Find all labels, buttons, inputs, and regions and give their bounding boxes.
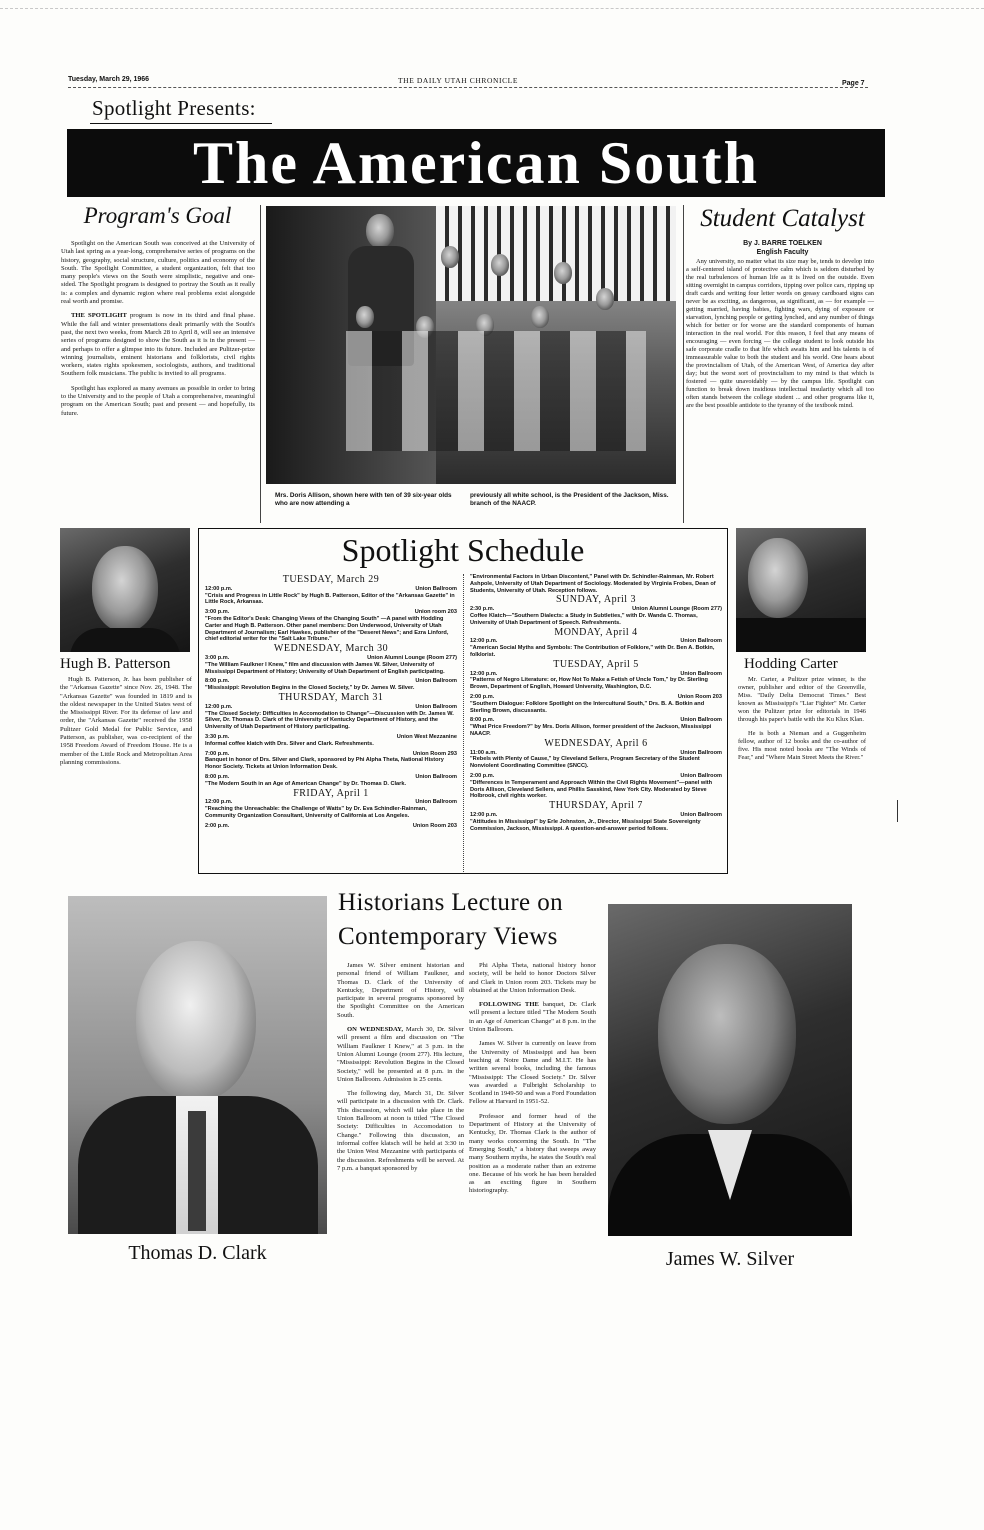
schedule-day-heading: MONDAY, April 4 — [554, 626, 638, 638]
kicker-underline — [90, 123, 272, 124]
schedule-day-heading: WEDNESDAY, March 30 — [273, 643, 389, 655]
event-description: "American Social Myths and Symbols: The Contribution of Folklore," with Dr. Ben A. Botkin, folklorist. — [470, 645, 715, 658]
carter-photo — [736, 528, 866, 652]
event-time: 2:00 p.m. — [470, 693, 495, 700]
historians-paragraph — [337, 962, 464, 1020]
paragraph-text: The following day, March 31, Dr. Silver will participate in a discussion with Dr. Clark. This discussion, which will take place in the Union Ballroom at noon is titled "The Closed Society: Difficulties in Accomodation to Change." Following this discussion, an informal coffee klatsch will be held at 3:30 in the Union West Mezzanine with participants of the discussion. Refreshments will be served. At 7 p.m. a banquet sponsored by — [337, 1090, 464, 1172]
event-place: Union Ballroom — [415, 799, 457, 806]
event-time: 8:00 p.m. — [205, 678, 230, 685]
event-description: "What Price Freedom?" by Mrs. Doris Allison, former president of the Jackson, Mississippi NAACP. — [470, 724, 712, 737]
event-time: 11:00 a.m. — [470, 749, 497, 756]
historians-paragraph — [337, 1026, 464, 1084]
event-place: Union Ballroom — [680, 670, 722, 677]
schedule-event — [205, 734, 457, 748]
event-place: Union Room 203 — [677, 693, 722, 700]
schedule-title: Spotlight Schedule — [341, 532, 585, 568]
schedule-event — [470, 574, 722, 594]
historians-title-line1: Historians Lecture on — [338, 889, 564, 916]
carter-name: Hodding Carter — [744, 656, 838, 672]
issue-date: Tuesday, March 29, 1966 — [68, 76, 150, 83]
paragraph-text: March 30, Dr. Silver will present a film and discussion on "The William Faulkner I Knew," at 3 p.m. in the Union Alumni Lounge (room 277). His lecture, "Mississippi: Revolution Begins in the Closed Society," will be presented at 8 p.m. in the Union Ballroom. Admission is 25 cents. — [337, 1026, 464, 1083]
event-time: 8:00 p.m. — [205, 773, 230, 780]
schedule-event — [470, 638, 722, 658]
event-place: Union Room 293 — [412, 750, 457, 757]
historians-paragraph — [337, 1090, 464, 1173]
event-time: 12:00 p.m. — [205, 799, 233, 806]
paragraph-text: James W. Silver is currently on leave from the University of Mississippi and has been teaching at Notre Dame and M.I.T. He has written several books, including the famous "Mississippi: The Closed Society." Dr. Silver was awarded a Fulbright Scholarship to Scotland in 1949-50 and was a Ford Foundation Fellow at Harvard in 1951-52. — [469, 1040, 596, 1106]
clark-photo — [68, 896, 327, 1234]
schedule-event — [470, 773, 722, 800]
event-place: Union Ballroom — [415, 585, 457, 592]
schedule-left-column — [205, 574, 457, 833]
paragraph-lead: FOLLOWING THE — [479, 1001, 539, 1009]
event-description: Banquet in honor of Drs. Silver and Clark, sponsored by Phi Alpha Theta, National History Honor Society. Tickets at Union Information Desk. — [205, 757, 444, 771]
event-time: 12:00 p.m. — [470, 670, 498, 677]
banner-title: The American South — [67, 129, 885, 197]
event-time: 12:00 p.m. — [470, 811, 498, 818]
event-description: Informal coffee klatch with Drs. Silver and Clark. Refreshments. — [205, 740, 374, 747]
paragraph-text: Phi Alpha Theta, national history honor society, will be held to honor Doctors Silver and Clark in Union room 203. Tickets may be obtained at the Union Information Desk. — [469, 962, 596, 994]
patterson-shoulders — [70, 628, 180, 652]
event-time: 2:30 p.m. — [470, 606, 495, 613]
event-time: 12:00 p.m. — [470, 638, 498, 645]
event-time: 3:00 p.m. — [205, 609, 230, 616]
event-place: Union West Mezzanine — [396, 733, 457, 740]
event-place: Union Ballroom — [415, 678, 457, 685]
fence-graphic — [436, 206, 676, 301]
historians-paragraph — [469, 962, 596, 995]
event-place: Union Alumni Lounge (Room 277) — [632, 606, 722, 613]
schedule-event — [470, 750, 722, 770]
event-time: 3:00 p.m. — [205, 654, 230, 661]
schedule-event — [205, 678, 457, 692]
schedule-event — [470, 606, 722, 626]
schedule-right-column — [470, 574, 722, 835]
top-border — [0, 8, 984, 9]
column-rule — [683, 205, 684, 523]
schedule-day-heading: THURSDAY, March 31 — [278, 691, 384, 703]
photo-caption-left: Mrs. Doris Allison, shown here with ten of 39 six-year olds who are now attending a — [275, 492, 452, 507]
event-description: "The Modern South in an Age of American Change" by Dr. Thomas D. Clark. — [205, 780, 407, 787]
carter-paragraph: He is both a Nieman and a Guggenheim fellow, author of 12 books and the co-author of five. His most noted books are "The Winds of Fear," and "Where Main Street Meets the River." — [738, 730, 866, 761]
event-description: "The William Faulkner I Knew," film and discussion with James W. Silver, University of Mississippi Department of History; University of Utah Department of English participating. — [205, 661, 445, 675]
photo-caption-right: previously all white school, is the President of the Jackson, Miss. branch of the NAACP. — [470, 492, 669, 507]
paragraph-text: Professor and former head of the Department of History at the University of Kentucky, Dr. Thomas Clark is the author of many works concerning the South. In "The Emerging South," a history that sweeps away many Southern myths, he states the South's real position as a moderate rather than an extreme one. Because of his work he has been heralded as an exciting figure in Southern historiography. — [469, 1112, 596, 1195]
schedule-day-heading: SUNDAY, April 3 — [555, 594, 637, 606]
children-figures — [346, 331, 646, 451]
margin-mark — [897, 800, 898, 822]
goal-paragraph: Spotlight on the American South was conceived at the University of Utah last spring as a year-long, comprehensive series of programs on the history, geography, social structure, culture, politics and economy of the South. The Spotlight Committee, a student organization, felt that too many people's views on the South were simplistic, negative and one-sided. The Spotlight program is designed to portray the South as it really is: a complex and dynamic region where real problems exist alongside real worth and promise. — [61, 240, 255, 306]
event-description: "Patterns of Negro Literature: or, How Not To Make a Fetish of Uncle Tom," by Dr. Sterling Brown, Department of English, Howard University, Washington, D.C. — [470, 677, 708, 691]
event-time: 3:30 p.m. — [205, 733, 230, 740]
event-description: "Attitudes in Mississippi" by Erle Johnston, Jr., Director, Mississippi State Sovereignty Commission, Jackson, Mississippi. A question-and-answer period follows. — [470, 818, 701, 832]
clark-tie — [188, 1111, 206, 1231]
catalyst-dept: English Faculty — [756, 249, 809, 256]
event-place: Union Ballroom — [415, 773, 457, 780]
event-description: "Southern Dialogue: Folklore Spotlight on the Intercultural South," Drs. B. A. Botkin and Sterling Brown, discussants. — [470, 700, 705, 714]
schedule-day-heading: FRIDAY, April 1 — [293, 787, 369, 799]
child-face — [596, 288, 614, 310]
carter-face — [748, 538, 808, 618]
paragraph-text: James W. Silver eminent historian and personal friend of William Faulkner, and Thomas D. Clark of the University of Kentucky, Department of History, will participate in several programs sponsored by the Spotlight Committee on the American South. — [337, 962, 464, 1019]
event-description: "The Closed Society: Difficulties in Accomodation to Change"—Discussion with Dr. James W. Silver, Dr. Thomas D. Clark of the University of Kentucky Department of History, and the University of Utah Department of History participating. — [205, 710, 454, 731]
historians-title-line2: Contemporary Views — [338, 923, 558, 950]
event-place: Union Alumni Lounge (Room 277) — [367, 654, 457, 661]
event-description: Coffee Klatch—"Southern Dialects: a Study in Subtleties," with Dr. Wanda C. Thomas, University of Utah Department of Speech. Refreshments. — [470, 612, 698, 626]
silver-caption: James W. Silver — [665, 1248, 795, 1270]
event-description: "Mississippi: Revolution Begins in the Closed Society," by Dr. James W. Silver. — [205, 685, 415, 692]
paper-name: THE DAILY UTAH CHRONICLE — [398, 76, 519, 85]
schedule-event — [470, 671, 722, 691]
schedule-day-heading: TUESDAY, April 5 — [553, 658, 639, 670]
goal-lead: THE SPOTLIGHT — [71, 312, 127, 320]
event-place: Union Ballroom — [680, 717, 722, 724]
spotlight-presents: Spotlight Presents: — [92, 96, 256, 120]
paragraph-text: banquet, Dr. Clark will present a lecture titled "The Modern South in an Age of American Change" at 8 p.m. in the Union Ballroom. — [469, 1001, 597, 1034]
schedule-event — [205, 751, 457, 771]
child-face — [554, 262, 572, 284]
schedule-event — [205, 586, 457, 606]
event-place: Union Ballroom — [415, 703, 457, 710]
historians-column-1 — [337, 962, 464, 1179]
event-time: 2:00 p.m. — [470, 772, 495, 779]
schedule-event — [470, 694, 722, 714]
event-description: "Differences in Temperament and Approach Within the Civil Rights Movement"—panel with Doris Allison, Cleveland Sellers, and Phillis Sasskind, New York City. Moderated by Steve Holbrook, civil rights worker. — [470, 779, 713, 800]
catalyst-byline: By J. BARRE TOELKEN — [743, 240, 822, 247]
schedule-event — [205, 823, 457, 830]
page-number: Page 7 — [842, 80, 865, 87]
school-children-photo — [266, 206, 676, 484]
historians-paragraph — [469, 1040, 596, 1106]
event-place: Union Ballroom — [680, 638, 722, 645]
patterson-name: Hugh B. Patterson — [60, 656, 171, 672]
adult-face — [366, 214, 394, 248]
event-description: "From the Editor's Desk: Changing Views of the Changing South" —A panel with Hodding Carter and Hugh B. Patterson. Other panel members: Don Underwood, University of Utah Department of Journalism; Earl Hawkes, publisher of the "Deseret News"; and Ezra Linford, chief editorial writer for the "Salt Lake Tribune." — [205, 615, 449, 643]
child-face — [441, 246, 459, 268]
catalyst-text: Any university, no matter what its size may be, tends to develop into a self-centered island of protective calm which is seldom disturbed by the real turbulences of human life as it is lived on the outside. Even sitting overnight in campus corridors, tipping over police cars, ripping up draft cards and writing four letter words on greasy cardboard signs can never be as exciting, as dangerous, as significant, as — for example — getting married, having babies, fighting wars, dying of exposure or starvation, lynching people or getting lynched, and any number of things which for better or for worse are the standard components of human interaction in the real world. For this reason, I feel that any means of encouraging — even forcing — the college student to look outside his safe corporate cradle to that life which awaits him and his talents is of immeasurable value to both the student and his world. One hears about the provincialism of Utah, of the American West, of America day after day; but the worst sort of provincialism to my mind is that which is fostered — quite unavoidably — by the campus life. Spotlight can function to break down insidious intellectual insularity which all too often stands between the college student ... and other programs like it, are the best possible antidote to the tyranny of the textbook mind. — [686, 258, 874, 409]
clark-face — [136, 941, 256, 1101]
child-face — [491, 254, 509, 276]
patterson-photo — [60, 528, 190, 652]
event-description: "Environmental Factors in Urban Discontent," Panel with Dr. Schindler-Rainman, Mr. Robert Ashpole, University of Utah Department of Sociology. Moderated by Virginia Frobes, Dean of Students, University of Utah. Reception follows. — [470, 574, 716, 594]
goal-paragraph: Spotlight has explored as many avenues as possible in order to bring to the University and to the people of Utah a comprehensive, meaningful program on the American South; past and present — and hopefully, its future. — [61, 384, 255, 417]
carter-shoulders — [736, 618, 866, 652]
event-time: 12:00 p.m. — [205, 703, 233, 710]
event-place: Union Room 203 — [412, 822, 457, 829]
event-place: Union Ballroom — [680, 811, 722, 818]
schedule-event — [205, 704, 457, 731]
schedule-event — [205, 774, 457, 788]
schedule-event — [205, 655, 457, 675]
column-rule — [260, 205, 261, 523]
event-time: 12:00 p.m. — [205, 585, 233, 592]
catalyst-title: Student Catalyst — [700, 205, 865, 232]
silver-photo — [608, 904, 852, 1236]
carter-paragraph: Mr. Carter, a Pulitzer prize winner, is the owner, publisher and editor of the Greenville, Miss. "Daily Delta Democrat Times." Best known as Mississippi's "Liar Fighter" Mr. Carter won the Pulitzer prize for editorials in 1946 through his paper's battle with the Ku Klux Klan. — [738, 676, 866, 723]
event-place: Union room 203 — [414, 609, 457, 616]
carter-bio — [738, 676, 866, 768]
event-time: 2:00 p.m. — [205, 822, 230, 829]
schedule-event — [470, 717, 722, 737]
schedule-event — [470, 812, 722, 832]
historians-column-2 — [469, 962, 596, 1202]
patterson-bio: Hugh B. Patterson, Jr. has been publisher of the "Arkansas Gazette" since Nov. 26, 1948. The "Arkansas Gazette" was founded in 1819 and is the oldest newspaper in the United States west of the Mississippi River. For its defense of law and order, the "Arkansas Gazette" received the 1958 Pulitzer Gold Medal for Public Service, and Patterson, as publisher, was co-recipient of the 1958 Freedom Award of Freedom House. He is a member of the Little Rock and Metropolitan Area planning commissions. — [60, 676, 192, 766]
event-place: Union Ballroom — [680, 772, 722, 779]
event-description: "Reaching the Unreachable: the Challenge of Watts" by Dr. Eva Schindler-Rainman, Community Organization Consultant, University of California at Los Angeles. — [205, 806, 427, 819]
goal-title: Program's Goal — [83, 203, 232, 228]
event-time: 7:00 p.m. — [205, 750, 230, 757]
event-time: 8:00 p.m. — [470, 717, 495, 724]
silver-face — [658, 944, 796, 1124]
schedule-column-rule — [463, 574, 464, 872]
header-rule — [68, 87, 868, 88]
goal-paragraph: THE SPOTLIGHT program is now in its third and final phase. While the fall and winter presentations dealt primarily with the South's past, the next two weeks, from March 28 to April 8, will see an intensive series of programs designed to show the South as it is in the present — and perhaps to offer a glimpse into its future. Included are Pulitzer-prize winning journalists, eminent historians and folklorists, civil rights workers, states rights spokesmen, sociologists, authors, and traditional Southern folk musicians. The public is invited to all programs. — [61, 312, 255, 378]
schedule-day-heading: TUESDAY, March 29 — [282, 574, 380, 585]
goal-article — [61, 240, 255, 424]
event-description: "Rebels with Plenty of Cause," by Cleveland Sellers, Program Secretary of the Student Nonviolent Coordinating Committee (SNCC). — [470, 756, 700, 770]
paragraph-lead: ON WEDNESDAY, — [347, 1026, 403, 1034]
schedule-day-heading: WEDNESDAY, April 6 — [544, 737, 648, 749]
event-place: Union Ballroom — [680, 749, 722, 756]
historians-paragraph — [469, 1001, 596, 1034]
event-description: "Crisis and Progress in Little Rock" by Hugh B. Patterson, Editor of the "Arkansas Gazette" in Little Rock, Arkansas. — [205, 592, 455, 606]
schedule-event — [205, 609, 457, 643]
child-face — [531, 306, 549, 328]
historians-paragraph — [469, 1113, 596, 1196]
clark-caption: Thomas D. Clark — [128, 1242, 267, 1264]
child-face — [356, 306, 374, 328]
schedule-event — [205, 799, 457, 819]
patterson-face — [92, 546, 158, 632]
schedule-day-heading: THURSDAY, April 7 — [549, 800, 643, 812]
